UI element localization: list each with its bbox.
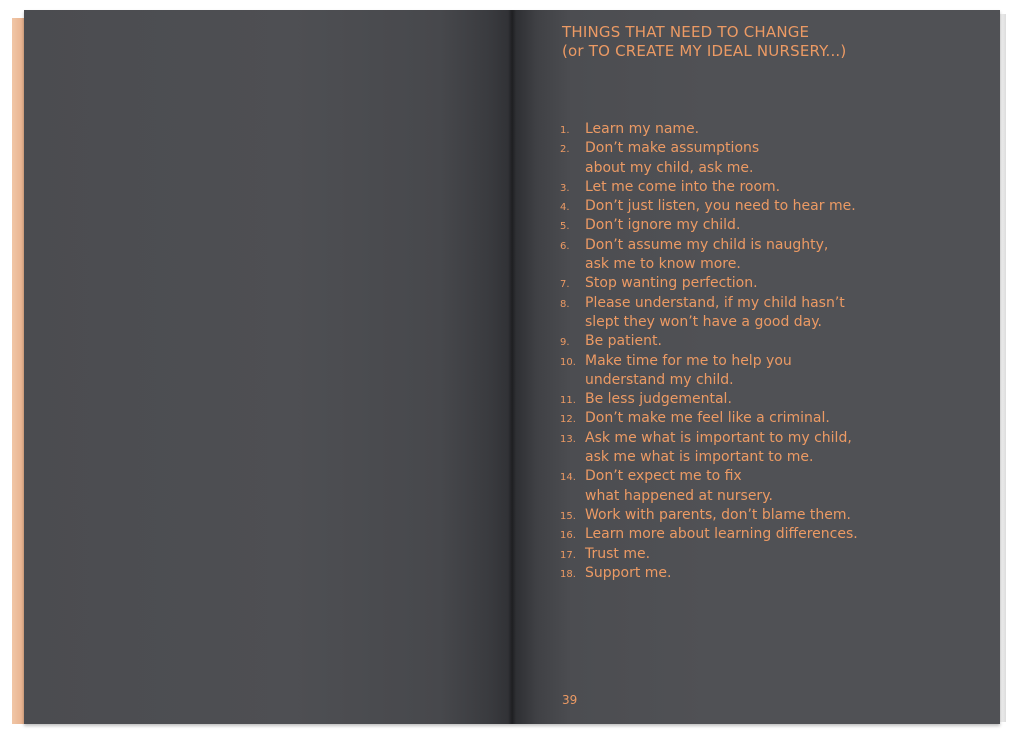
list-item (560, 429, 858, 468)
list-item (560, 564, 858, 583)
change-list (560, 120, 858, 583)
list-item (560, 390, 858, 409)
list-item-text: Be less judgemental. (585, 391, 732, 408)
list-item (560, 294, 858, 333)
list-item-number: 9. (560, 337, 570, 349)
list-item (560, 120, 858, 139)
list-item (560, 332, 858, 351)
list-item-text: Work with parents, don’t blame them. (585, 506, 851, 523)
list-item-number: 12. (560, 414, 576, 426)
list-item-text: Don’t expect me to fix (585, 468, 742, 485)
list-item (560, 197, 858, 216)
book-gutter (508, 10, 516, 724)
list-item-text: Learn my name. (585, 121, 700, 137)
list-item-text: what happened at nursery. (585, 487, 773, 504)
list-item-text: understand my child. (585, 371, 734, 388)
list-item (560, 545, 858, 564)
list-item-text: Make time for me to help you (585, 352, 792, 369)
list-item (560, 409, 858, 428)
list-item-number: 11. (560, 395, 576, 407)
list-item-text: ask me to know more. (585, 256, 741, 273)
list-item-number: 13. (560, 433, 576, 445)
list-item-number: 14. (560, 472, 576, 484)
list-item-text: Stop wanting perfection. (585, 275, 758, 292)
list-item-number: 10. (560, 356, 576, 368)
list-item-number: 4. (560, 202, 570, 214)
list-item (560, 506, 858, 525)
list-item (560, 274, 858, 293)
list-item (560, 236, 858, 275)
list-item-text: Support me. (585, 564, 672, 581)
list-item-text: Don’t just listen, you need to hear me. (585, 198, 856, 215)
list-item (560, 525, 858, 544)
list-item (560, 139, 858, 178)
list-item-number: 5. (560, 221, 570, 233)
list-item-text: ask me what is important to me. (585, 449, 814, 466)
list-item-text: Don’t make assumptions (585, 140, 760, 157)
list-item-text: Ask me what is important to my child, (585, 429, 852, 446)
page-title-line: THINGS THAT NEED TO CHANGE (562, 23, 810, 41)
list-item-number: 16. (560, 530, 576, 542)
list-item (560, 352, 858, 391)
list-item-text: Don’t assume my child is naughty, (585, 236, 829, 253)
list-item-number: 15. (560, 510, 576, 522)
list-item-text: slept they won’t have a good day. (585, 313, 823, 330)
list-item-number: 7. (560, 279, 570, 291)
list-item-number: 1. (560, 125, 570, 136)
page-title-line: (or TO CREATE MY IDEAL NURSERY...) (562, 42, 847, 60)
list-item-text: about my child, ask me. (585, 159, 754, 176)
list-item-number: 8. (560, 298, 570, 310)
list-item-number: 17. (560, 549, 576, 561)
list-item-text: Learn more about learning differences. (585, 526, 858, 543)
list-item-text: Let me come into the room. (585, 178, 781, 195)
list-item-text: Don’t make me feel like a criminal. (585, 410, 830, 427)
left-page (24, 10, 513, 724)
list-item-text: Don’t ignore my child. (585, 217, 741, 234)
list-item-text: Trust me. (585, 545, 651, 562)
list-item-number: 18. (560, 568, 576, 580)
list-item-number: 3. (560, 182, 570, 194)
page-title (562, 23, 846, 61)
list-item-number: 6. (560, 240, 570, 252)
list-item (560, 216, 858, 235)
list-item-text: Be patient. (585, 333, 662, 350)
list-item (560, 178, 858, 197)
list-item-text: Please understand, if my child hasn’t (585, 294, 845, 311)
list-item-number: 2. (560, 144, 570, 156)
page-number: 39 (562, 693, 578, 707)
list-item (560, 467, 858, 506)
